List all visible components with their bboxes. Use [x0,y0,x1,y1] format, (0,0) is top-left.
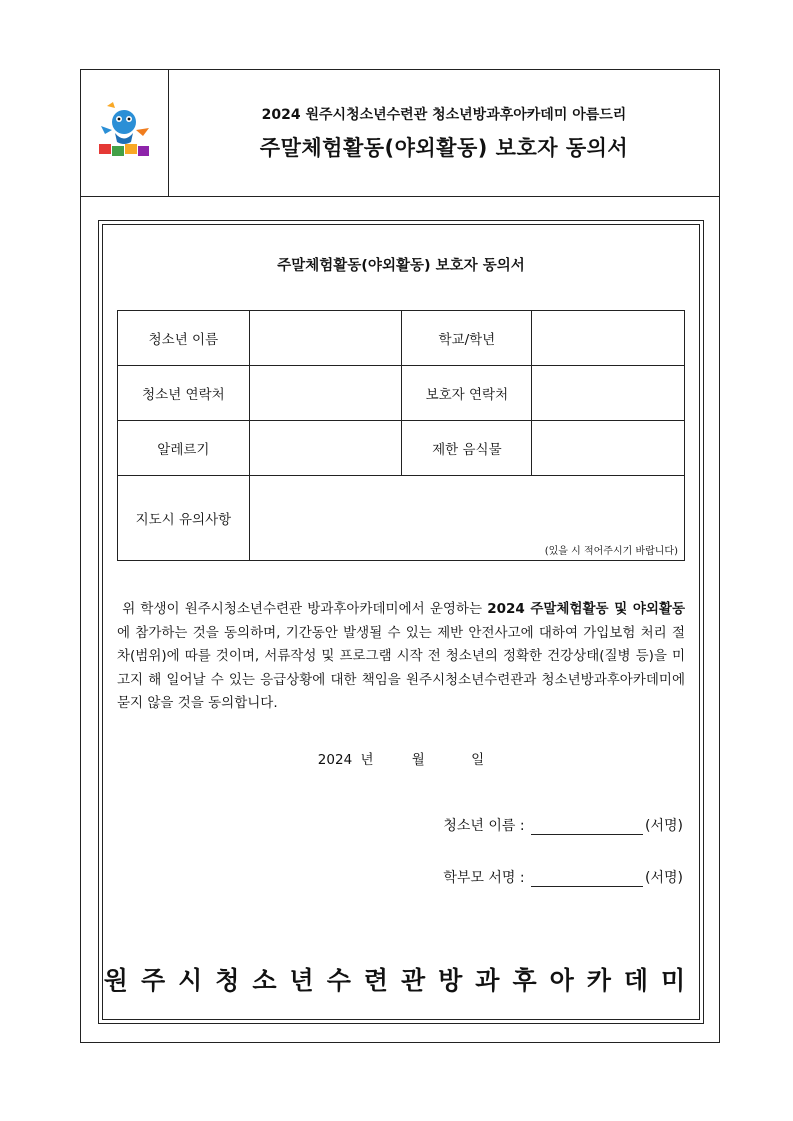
header-title: 주말체험활동(야외활동) 보호자 동의서 [259,136,629,160]
parent-signature-line [443,867,683,887]
table-row [118,421,685,476]
notes-field[interactable] [249,476,684,561]
youth-contact-field[interactable] [249,366,402,421]
info-table [117,310,685,561]
date-month-unit: 월 [411,752,425,768]
consent-paragraph [117,598,685,716]
date-year: 2024 [317,752,353,768]
allergy-field[interactable] [249,421,402,476]
date-year-unit: 년 [360,752,374,768]
header [81,70,719,197]
guardian-contact-field[interactable] [532,366,685,421]
logo-cell [81,70,169,196]
label-allergy: 알레르기 [118,421,250,476]
youth-signature-label: 청소년 이름 : [443,818,525,834]
document-frame [80,69,720,1043]
school-grade-field[interactable] [532,311,685,366]
academy-mascot-logo-icon [93,100,155,162]
table-row [118,311,685,366]
consent-text-part2: 에 참가하는 것을 동의하며, 기간동안 발생될 수 있는 제반 안전사고에 대하여 가입보험 처리 절차(범위)에 따를 것이며, 서류작성 및 프로그램 시작 전 청소년의 정확한 건강상태(질병 등)을 미고지 해 일어날 수 있는 응급상황에 대한 책임을 원주시청소년수련관과 청소년방과후아카데미에 묻지 않을 것을 동의합니다. [117,624,685,711]
youth-signature-field[interactable] [531,820,643,835]
table-row [118,476,685,561]
consent-form-box [98,220,704,1024]
header-subtitle: 2024 원주시청소년수련관 청소년방과후아카데미 아름드리 [261,107,627,123]
youth-signature-suffix: (서명) [645,818,683,834]
label-youth-contact: 청소년 연락처 [118,366,250,421]
notes-hint: (있을 시 적어주시기 바랍니다) [544,546,678,557]
label-school-grade: 학교/학년 [402,311,532,366]
table-row [118,366,685,421]
organization-name: 원주시청소년수련관방과후아카데미 [103,966,699,995]
label-guardian-contact: 보호자 연락처 [402,366,532,421]
date-line [99,748,703,768]
form-title: 주말체험활동(야외활동) 보호자 동의서 [277,258,525,274]
consent-text-bold: 2024 주말체험활동 및 야외활동 [487,601,685,617]
parent-signature-label: 학부모 서명 : [443,870,525,886]
youth-name-field[interactable] [249,311,402,366]
youth-signature-line [443,815,683,835]
parent-signature-suffix: (서명) [645,870,683,886]
label-restricted-food: 제한 음식물 [402,421,532,476]
parent-signature-field[interactable] [531,872,643,887]
date-day-unit: 일 [471,752,485,768]
label-youth-name: 청소년 이름 [118,311,250,366]
consent-text-part1: 위 학생이 원주시청소년수련관 방과후아카데미에서 운영하는 [122,601,488,617]
label-notes: 지도시 유의사항 [118,476,250,561]
restricted-food-field[interactable] [532,421,685,476]
